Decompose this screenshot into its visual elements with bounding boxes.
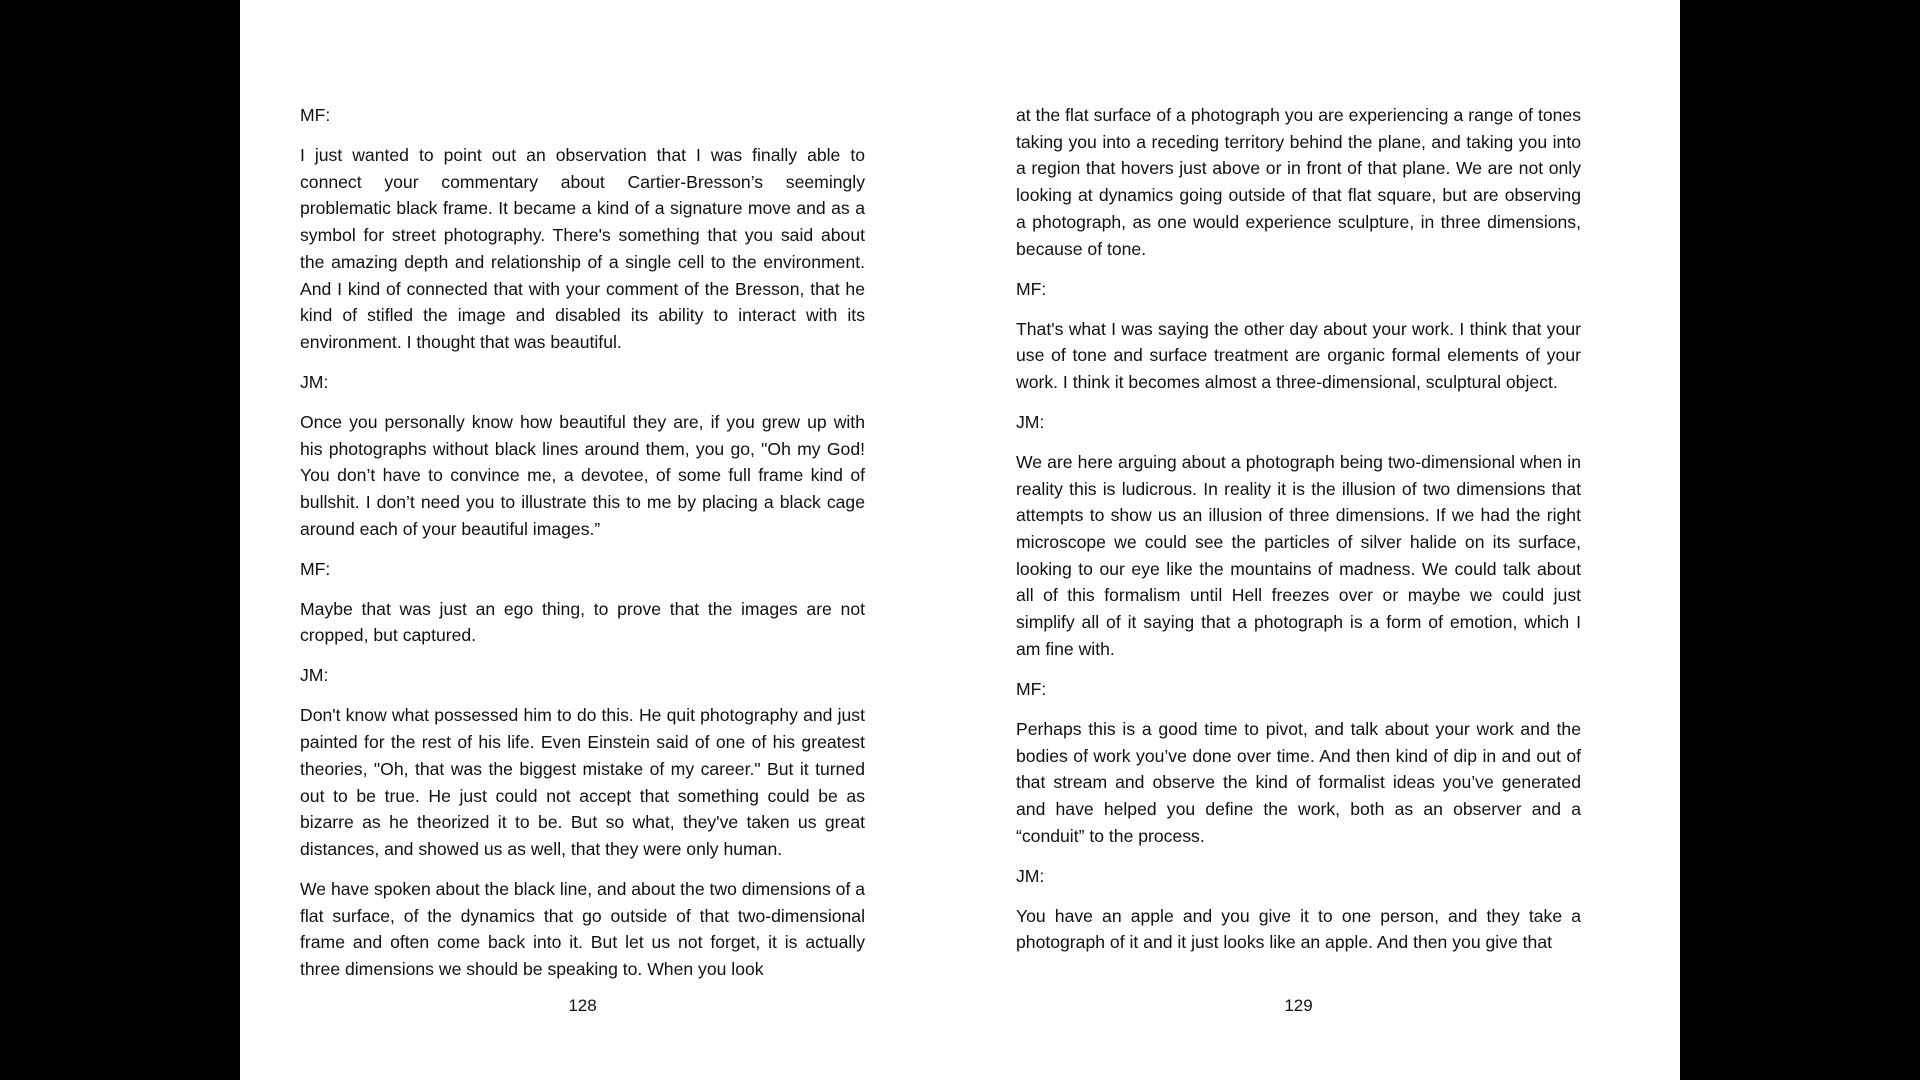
left-page (240, 0, 960, 1080)
speaker-label: MF: (300, 105, 331, 125)
paragraph: Don't know what possessed him to do this. He quit photography and just painted for the rest of his life. Even Einstein said of one of his greatest theories, "Oh, that was the biggest mistake of my career." But it turned out to be true. He just could not accept that something could be as bizarre as he theorized it to be. But so what, they've taken us great distances, and showed us as well, that they were only human. (300, 705, 865, 859)
speaker-label: JM: (300, 665, 329, 686)
paragraph: We are here arguing about a photograph being two-dimensional when in reality this is ludicrous. In reality it is the illusion of two dimensions that attempts to show us an illusion of three dimensions. If we had the right microscope we could see the particles of silver halide on its surface, looking to our eye like the mountains of madness. We could talk about all of this formalism until Hell freezes over or maybe we could just simplify all of it saying that a photograph is a form of emotion, which I am fine with. (1016, 451, 1581, 659)
page-number: 129 (1284, 996, 1313, 1015)
paragraph: at the flat surface of a photograph you are experiencing a range of tones taking you into a receding territory behind the plane, and taking you into a region that hovers just above or in front of that plane. We are not only looking at dynamics going outside of that flat square, but are observing a photograph, as one would experience sculpture, in three dimensions, because of tone. (1016, 105, 1581, 259)
speaker-label: MF: (300, 558, 331, 579)
paragraph: We have spoken about the black line, and about the two dimensions of a flat surface, of the dynamics that go outside of that two-dimensional frame and often come back into it. But let us not forget, it is actually three dimensions we should be speaking to. When you look (300, 878, 866, 980)
paragraph: Perhaps this is a good time to pivot, and talk about your work and the bodies of work you’ve done over time. And then kind of dip in and out of that stream and observe the kind of formalist ideas you’ve generated and have helped you define the work, both as an observer and a “conduit” to the process. (1016, 718, 1581, 846)
paragraph: That's what I was saying the other day about your work. I think that your use of tone and surface treatment are organic formal elements of your work. I think it becomes almost a three-dimensional, sculptural object. (1016, 318, 1581, 392)
speaker-label: JM: (300, 371, 329, 392)
page-number: 128 (568, 996, 597, 1015)
speaker-label: MF: (1016, 278, 1047, 299)
paragraph: You have an apple and you give it to one person, and they take a photograph of it and it just looks like an apple. And then you give that (1016, 905, 1581, 953)
speaker-label: JM: (1016, 865, 1045, 886)
paragraph: Maybe that was just an ego thing, to prove that the images are not cropped, but captured. (300, 598, 865, 646)
speaker-label: MF: (1016, 678, 1047, 699)
paragraph: I just wanted to point out an observation that I was finally able to connect your commentary about Cartier-Bresson’s seemingly problematic black frame. It became a kind of a signature move and as a symbol for street photography. There's something that you said about the amazing depth and relationship of a single cell to the environment. And I kind of connected that with your comment of the Bresson, that he kind of stifled the image and disabled its ability to interact with its environment. I thought that was beautiful. (300, 145, 865, 352)
book-spread (240, 0, 1680, 1080)
right-page-text (1016, 102, 1581, 969)
paragraph: Once you personally know how beautiful they are, if you grew up with his photographs without black lines around them, you go, "Oh my God! You don’t have to convince me, a devotee, of some full frame kind of bullshit. I don’t need you to illustrate this to me by placing a black cage around each of your beautiful images.” (300, 411, 865, 539)
right-page (960, 0, 1680, 1080)
speaker-label: JM: (1016, 411, 1045, 432)
left-page-text (300, 102, 865, 996)
